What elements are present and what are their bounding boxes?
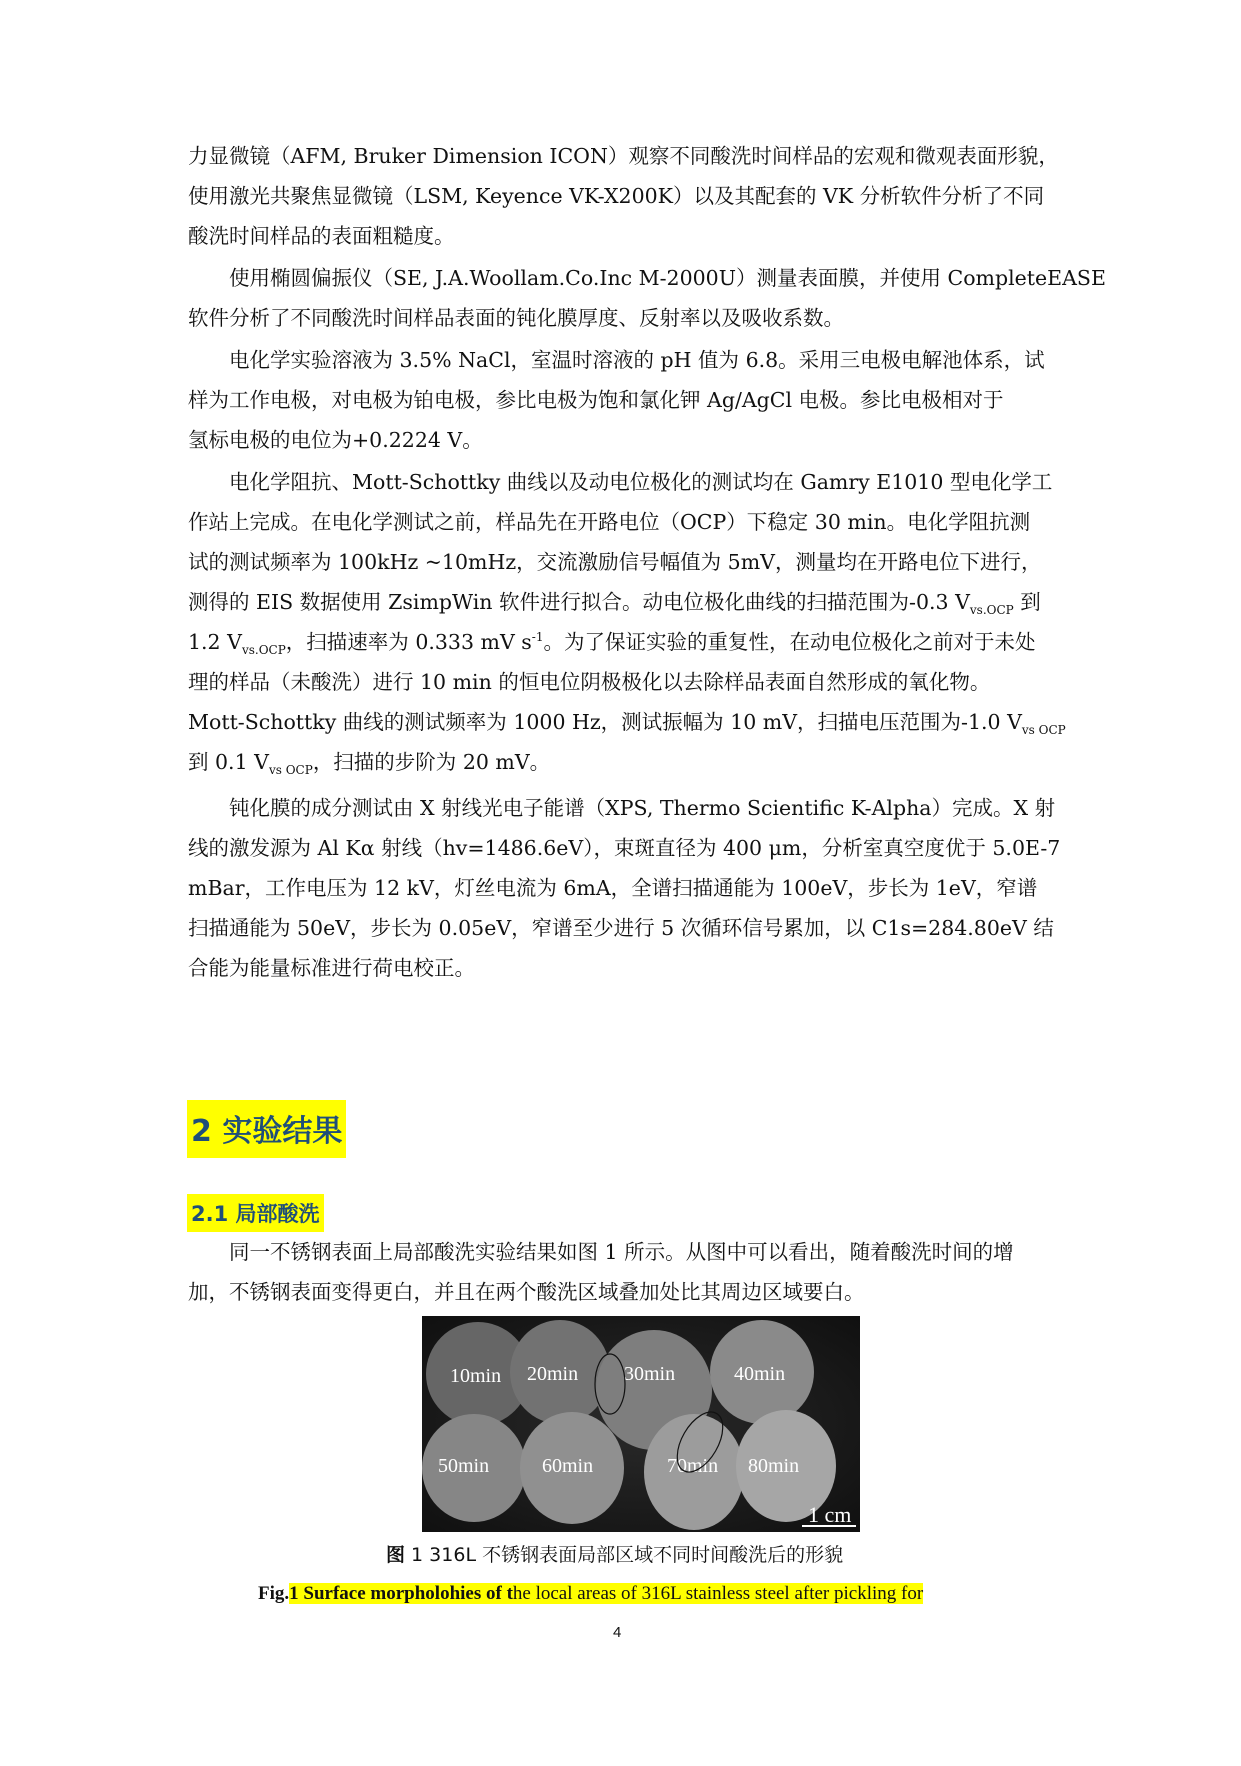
- text-line: 线的激发源为 Al Kα 射线（hv=1486.6eV），束斑直径为 400 μm，分析室真空度优于 5.0E-7: [188, 836, 1061, 860]
- text-line: [188, 702, 1066, 742]
- text-line: 钝化膜的成分测试由 X 射线光电子能谱（XPS, Thermo Scientific K-Alpha）完成。X 射: [229, 796, 1056, 820]
- paragraph-microscopy: [188, 136, 1059, 256]
- spot-label: 10min: [450, 1365, 502, 1387]
- text-run: ，扫描速率为 0.333 mV s: [285, 630, 532, 654]
- subsection-heading: 2.1 局部酸洗: [187, 1194, 324, 1232]
- figure-photo: [422, 1316, 860, 1532]
- paragraph-electrochemical-tests: [188, 462, 1066, 782]
- text-line: 作站上完成。在电化学测试之前，样品先在开路电位（OCP）下稳定 30 min。电化学阻抗测: [188, 510, 1031, 534]
- page-number: 4: [613, 1624, 622, 1641]
- figure-caption-en: [258, 1583, 923, 1605]
- text-line: 使用激光共聚焦显微镜（LSM, Keyence VK-X200K）以及其配套的 VK 分析软件分析了不同: [188, 184, 1045, 208]
- text-run: 到 0.1 V: [188, 750, 269, 774]
- text-line: 理的样品（未酸洗）进行 10 min 的恒电位阴极极化以去除样品表面自然形成的氧化物。: [188, 670, 991, 694]
- subscript: vs.OCP: [969, 603, 1014, 618]
- text-run: 测得的 EIS 数据使用 ZsimpWin 软件进行拟合。动电位极化曲线的扫描范围为-0.3 V: [188, 590, 970, 614]
- text-run: 1.2 V: [188, 630, 242, 654]
- caption-text: 1 316L 不锈钢表面局部区域不同时间酸洗后的形貌: [405, 1544, 844, 1566]
- spot-label: 40min: [734, 1363, 786, 1385]
- superscript: -1: [531, 630, 544, 645]
- spot-label: 50min: [438, 1455, 490, 1477]
- scale-bar-label: 1 cm: [808, 1502, 852, 1527]
- text-line: 扫描通能为 50eV，步长为 0.05eV，窄谱至少进行 5 次循环信号累加，以 C1s=284.80eV 结: [188, 916, 1054, 940]
- paragraph-local-pickling: [188, 1232, 1056, 1312]
- text-line: 电化学实验溶液为 3.5% NaCl，室温时溶液的 pH 值为 6.8。采用三电极电解池体系，试: [229, 348, 1045, 372]
- text-line: 加，不锈钢表面变得更白，并且在两个酸洗区域叠加处比其周边区域要白。: [188, 1280, 865, 1304]
- spot-label: 20min: [527, 1363, 579, 1385]
- text-line: 软件分析了不同酸洗时间样品表面的钝化膜厚度、反射率以及吸收系数。: [188, 306, 844, 330]
- text-line: 使用椭圆偏振仪（SE, J.A.Woollam.Co.Inc M-2000U）测量表面膜，并使用 CompleteEASE: [229, 266, 1106, 290]
- text-line: 样为工作电极，对电极为铂电极，参比电极为饱和氯化钾 Ag/AgCl 电极。参比电极相对于: [188, 388, 1004, 412]
- text-run: Mott-Schottky 曲线的测试频率为 1000 Hz，测试振幅为 10 mV，扫描电压范围为-1.0 V: [188, 710, 1022, 734]
- spot-label: 70min: [667, 1455, 719, 1477]
- paragraph-xps: [188, 788, 1061, 988]
- subscript: vs OCP: [268, 763, 313, 778]
- text-line: [188, 582, 1056, 622]
- figure-caption-cn: [386, 1540, 843, 1567]
- text-line: 合能为能量标准进行荷电校正。: [188, 956, 475, 980]
- spot-label: 80min: [748, 1455, 800, 1477]
- text-run: 。为了保证实验的重复性，在动电位极化之前对于未处: [543, 630, 1036, 654]
- subscript: vs.OCP: [241, 643, 286, 658]
- text-line: 试的测试频率为 100kHz ~10mHz，交流激励信号幅值为 5mV，测量均在开路电位下进行，: [188, 550, 1042, 574]
- caption-highlight-bold: 1 Surface morpholohies of t: [289, 1583, 513, 1604]
- caption-prefix: 图: [386, 1544, 406, 1566]
- text-line: [188, 622, 1056, 662]
- text-line: 电化学阻抗、Mott-Schottky 曲线以及动电位极化的测试均在 Gamry E1010 型电化学工: [229, 470, 1053, 494]
- text-run: ，扫描的步阶为 20 mV。: [312, 750, 551, 774]
- text-line: [188, 742, 1056, 782]
- spot-label: 60min: [542, 1455, 594, 1477]
- text-line: 同一不锈钢表面上局部酸洗实验结果如图 1 所示。从图中可以看出，随着酸洗时间的增: [229, 1240, 1014, 1264]
- text-line: mBar，工作电压为 12 kV，灯丝电流为 6mA，全谱扫描通能为 100eV，步长为 1eV，窄谱: [188, 876, 1038, 900]
- caption-prefix: Fig.: [258, 1583, 290, 1604]
- caption-highlight: he local areas of 316L stainless steel after pickling for: [512, 1583, 924, 1604]
- paragraph-electrochemical-setup: [188, 340, 1056, 460]
- text-line: 氢标电极的电位为+0.2224 V。: [188, 428, 483, 452]
- subscript: vs OCP: [1021, 723, 1066, 738]
- section-heading: 2 实验结果: [187, 1100, 346, 1158]
- text-line: 酸洗时间样品的表面粗糙度。: [188, 224, 455, 248]
- spot-label: 30min: [624, 1363, 676, 1385]
- paragraph-ellipsometry: [188, 258, 1106, 338]
- text-line: 力显微镜（AFM, Bruker Dimension ICON）观察不同酸洗时间样品的宏观和微观表面形貌，: [188, 144, 1059, 168]
- text-run: 到: [1013, 590, 1041, 614]
